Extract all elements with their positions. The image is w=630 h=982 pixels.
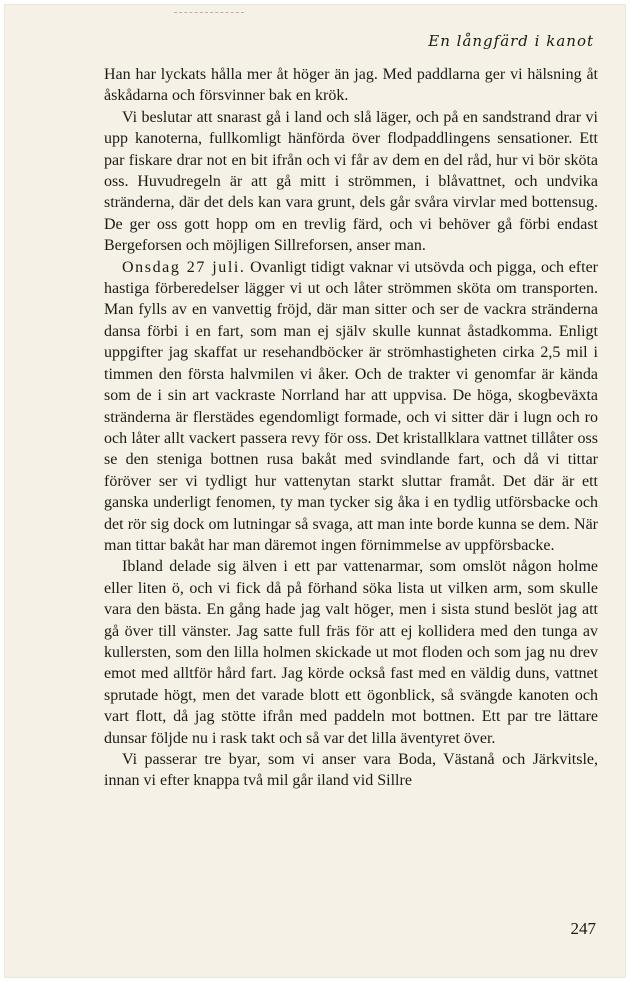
paragraph-3 [104, 257, 598, 557]
paragraph-5-text: Vi passerar tre byar, som vi anser vara Boda, Västanå och Järkvitsle, innan vi efter knappa två mil går iland vid Sillre [104, 751, 598, 790]
paragraph-4 [104, 556, 598, 749]
paragraph-3-text: Ovanligt tidigt vaknar vi utsövda och pigga, och efter hastiga förberedelser lägger vi ut och låter strömmen sköta om transporten. Man fylls av en vanvettig fröjd, där man sitter och ser de vackra stränderna dansa förbi i en fart, som man ej själv skulle kunnat åstadkomma. Enligt uppgifter jag skaffat ur resehandböcker är strömhastigheten cirka 2,5 mil i timmen den första halvmilen vi åker. Och de trakter vi genomfar är kända som de i sin art vackraste Norrland har att uppvisa. De höga, skogbeväxta stränderna är flerstädes egendomligt formade, och vi sitter där i lugn och ro och låter allt vackert passera revy för oss. Det kristallklara vattnet tillåter oss se den steniga bottnen rusa bakåt med svindlande fart, och då vi tittar föröver ser vi tydligt hur vattenytan starkt sluttar framåt. Det där är ett ganska underligt fenomen, ty man tycker sig åka i en tydlig utförsbacke och det rör sig dock om lutningar så svaga, att man inte borde kunna se dem. När man tittar bakåt har man däremot ingen förnimmelse av uppförsbacke. [104, 258, 599, 554]
paragraph-5 [104, 749, 598, 792]
running-head: En långfärd i kanot [428, 32, 594, 50]
paragraph-2 [104, 107, 598, 257]
paragraph-4-text: Ibland delade sig älven i ett par vattenarmar, som omslöt någon holme eller liten ö, och vi fick då på förhand söka lista ut vilken arm, som skulle vara den bästa. En gång hade jag valt höger, men i sista stund beslöt jag att gå över till vänster. Jag satte full fräs för att ej kollidera med den tunga av kullersten, som den lilla holmen skickade ut mot floden och som jag nu drev emot med alltför hård fart. Jag körde också fast med en väldig duns, vattnet sprutade högt, men det varade blott ett ögonblick, så svängde kanoten och vart flott, då jag stötte ifrån med paddeln mot bottnen. Ett par tre lättare dunsar följde nu i rask takt och så var det lilla äventyret över. [104, 558, 598, 747]
paragraph-2-text: Vi beslutar att snarast gå i land och slå läger, och på en sandstrand drar vi upp kanoterna, fullkomligt hänförda över flodpaddlingens sensationer. Ett par fiskare drar not en bit ifrån och vi får av dem en del råd, hur vi bör sköta oss. Huvudregeln är att gå mitt i strömmen, i blåvattnet, och undvika stränderna, där det dels kan vara grunt, dels går svåra virvlar med bottensug. De ger oss gott hopp om en trevlig färd, och vi behöver gå förbi endast Bergeforsen och möjligen Sillreforsen, anser man. [104, 108, 598, 255]
paragraph-1 [104, 64, 598, 107]
date-heading: Onsdag 27 juli. [122, 258, 246, 276]
scan-artifact-line [174, 12, 244, 14]
paragraph-1-text: Han har lyckats hålla mer åt höger än jag. Med paddlarna ger vi hälsning åt åskådarna och försvinner bak en krök. [104, 66, 598, 105]
page-number: 247 [570, 919, 596, 938]
book-page [4, 4, 626, 978]
body-text [104, 64, 598, 792]
